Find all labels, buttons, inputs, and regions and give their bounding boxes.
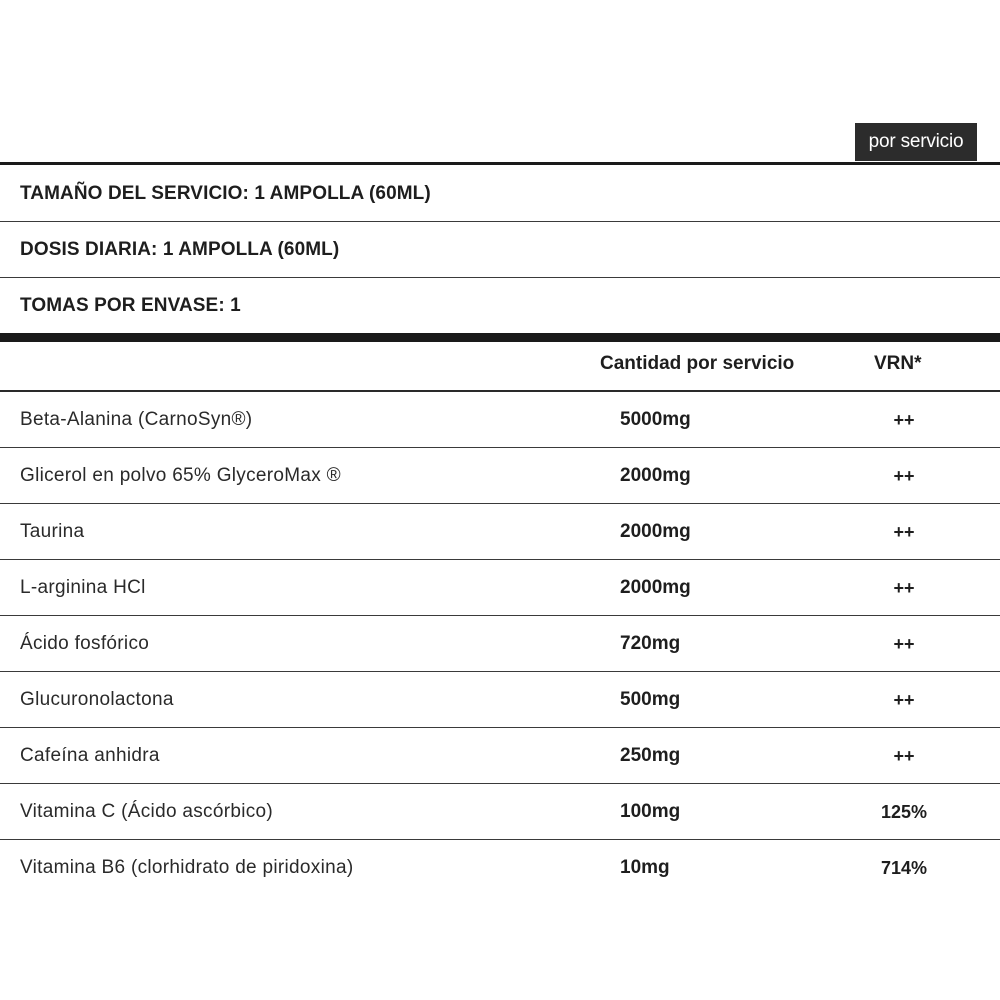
heavy-rule: [0, 333, 1000, 342]
ingredient-vrn: 125%: [880, 802, 928, 822]
ingredient-vrn: ++: [893, 746, 915, 766]
table-row: [0, 448, 1000, 504]
serving-size-text: TAMAÑO DEL SERVICIO: 1 AMPOLLA (60ML): [20, 183, 431, 204]
table-row: [0, 560, 1000, 616]
table-row: [0, 728, 1000, 784]
ingredient-amount: 2000mg: [620, 465, 691, 486]
table-row: [0, 840, 1000, 896]
daily-dose-text: DOSIS DIARIA: 1 AMPOLLA (60ML): [20, 239, 340, 260]
servings-per-container-text: TOMAS POR ENVASE: 1: [20, 295, 241, 316]
ingredient-name: Beta-Alanina (CarnoSyn®): [20, 409, 253, 430]
ingredient-amount: 720mg: [620, 633, 681, 654]
table-row: [0, 616, 1000, 672]
ingredient-vrn: ++: [893, 690, 915, 710]
ingredient-amount: 100mg: [620, 801, 681, 822]
ingredient-amount: 10mg: [620, 857, 670, 878]
ingredient-vrn: ++: [893, 410, 915, 430]
ingredient-name: L-arginina HCl: [20, 577, 146, 598]
ingredient-vrn: 714%: [880, 858, 928, 878]
ingredient-vrn: ++: [893, 578, 915, 598]
table-row: [0, 672, 1000, 728]
ingredient-name: Vitamina C (Ácido ascórbico): [20, 801, 274, 822]
ingredient-amount: 5000mg: [620, 409, 691, 430]
ingredient-amount: 2000mg: [620, 577, 691, 598]
ingredient-vrn: ++: [893, 466, 915, 486]
ingredient-name: Glicerol en polvo 65% GlyceroMax ®: [20, 465, 341, 486]
ingredient-name: Ácido fosfórico: [20, 633, 150, 654]
ingredient-amount: 500mg: [620, 689, 681, 710]
ingredient-amount: 250mg: [620, 745, 681, 766]
ingredient-name: Cafeína anhidra: [20, 745, 160, 766]
per-serving-tab-label: por servicio: [855, 123, 977, 161]
table-row: [0, 784, 1000, 840]
ingredient-vrn: ++: [893, 522, 915, 542]
ingredient-name: Glucuronolactona: [20, 689, 174, 710]
serving-size-divider: [0, 221, 1000, 222]
ingredient-name: Taurina: [20, 521, 85, 542]
vrn-column-header: VRN*: [874, 353, 922, 374]
table-row: [0, 504, 1000, 560]
ingredient-name: Vitamina B6 (clorhidrato de piridoxina): [20, 857, 354, 878]
daily-dose-divider: [0, 277, 1000, 278]
table-row: [0, 392, 1000, 448]
amount-column-header: Cantidad por servicio: [600, 353, 795, 374]
ingredient-vrn: ++: [893, 634, 915, 654]
top-rule: [0, 162, 1000, 165]
ingredient-amount: 2000mg: [620, 521, 691, 542]
